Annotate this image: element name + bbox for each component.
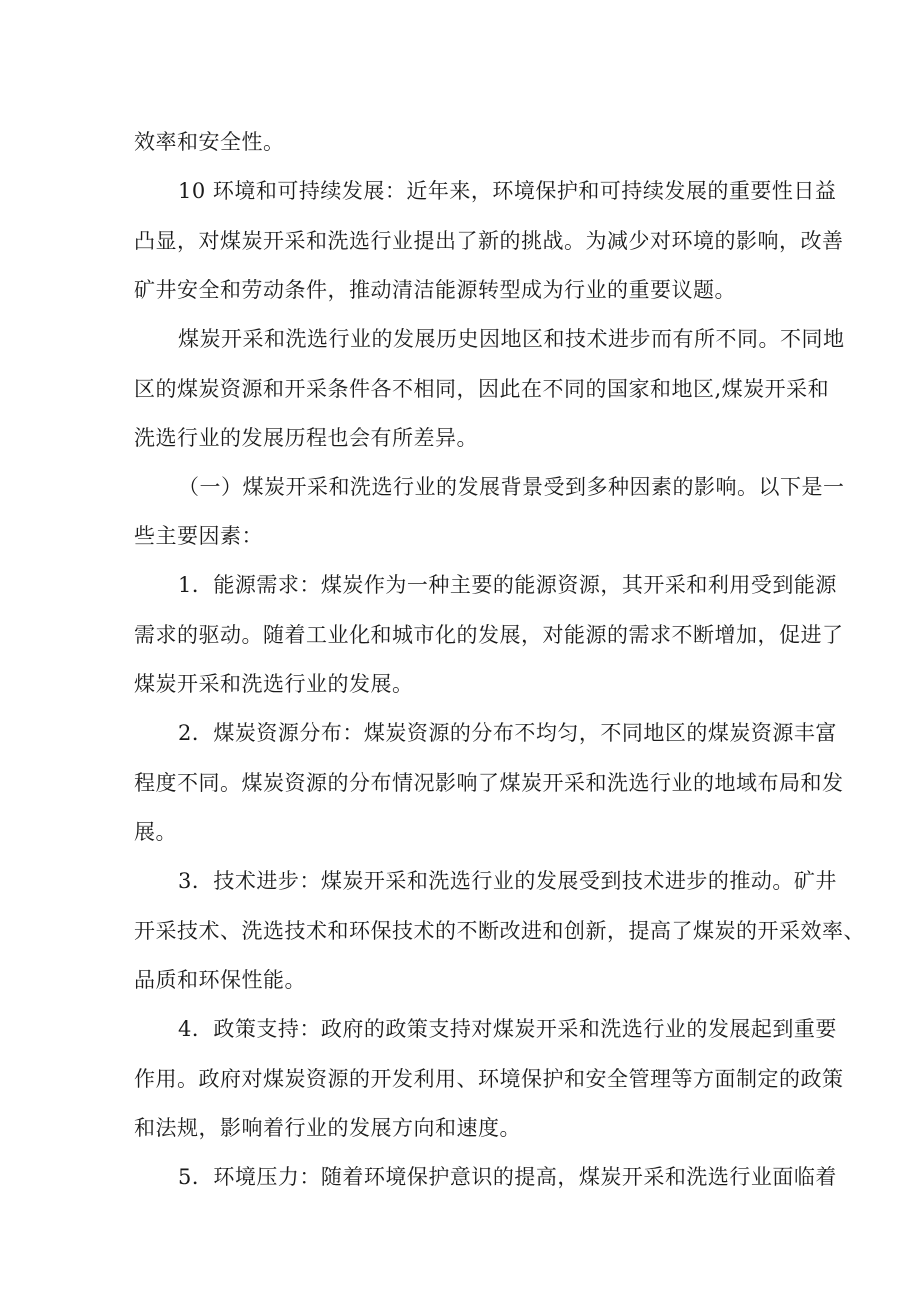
text-line: 些主要因素：: [134, 524, 263, 548]
text-line: 5．环境压力：随着环境保护意识的提高，煤炭开采和洗选行业面临着: [178, 1165, 837, 1189]
text-line: 2．煤炭资源分布：煤炭资源的分布不均匀，不同地区的煤炭资源丰富: [178, 721, 837, 745]
text-line: 展。: [134, 820, 177, 844]
text-line: 和法规，影响着行业的发展方向和速度。: [134, 1116, 521, 1140]
text-line: 品质和环保性能。: [134, 968, 306, 992]
text-line: 煤炭开采和洗选行业的发展。: [134, 672, 414, 696]
text-line: 程度不同。煤炭资源的分布情况影响了煤炭开采和洗选行业的地域布局和发: [134, 771, 844, 795]
text-line: 需求的驱动。随着工业化和城市化的发展，对能源的需求不断增加，促进了: [134, 623, 844, 647]
text-line: 开采技术、洗选技术和环保技术的不断改进和创新，提高了煤炭的开采效率、: [134, 919, 865, 943]
text-line: （一）煤炭开采和洗选行业的发展背景受到多种因素的影响。以下是一: [178, 475, 845, 499]
text-line: 矿井安全和劳动条件，推动清洁能源转型成为行业的重要议题。: [134, 278, 736, 302]
text-line: 区的煤炭资源和开采条件各不相同，因此在不同的国家和地区,煤炭开采和: [134, 377, 830, 401]
text-line: 10 环境和可持续发展：近年来，环境保护和可持续发展的重要性日益: [178, 179, 837, 203]
text-line: 3．技术进步：煤炭开采和洗选行业的发展受到技术进步的推动。矿井: [178, 869, 837, 893]
text-line: 作用。政府对煤炭资源的开发利用、环境保护和安全管理等方面制定的政策: [134, 1067, 844, 1091]
text-line: 效率和安全性。: [134, 130, 285, 154]
text-line: 洗选行业的发展历程也会有所差异。: [134, 426, 478, 450]
text-line: 1．能源需求：煤炭作为一种主要的能源资源，其开采和利用受到能源: [178, 573, 837, 597]
text-line: 4．政策支持：政府的政策支持对煤炭开采和洗选行业的发展起到重要: [178, 1017, 837, 1041]
text-line: 煤炭开采和洗选行业的发展历史因地区和技术进步而有所不同。不同地: [178, 327, 845, 351]
text-line: 凸显，对煤炭开采和洗选行业提出了新的挑战。为减少对环境的影响，改善: [134, 229, 844, 253]
